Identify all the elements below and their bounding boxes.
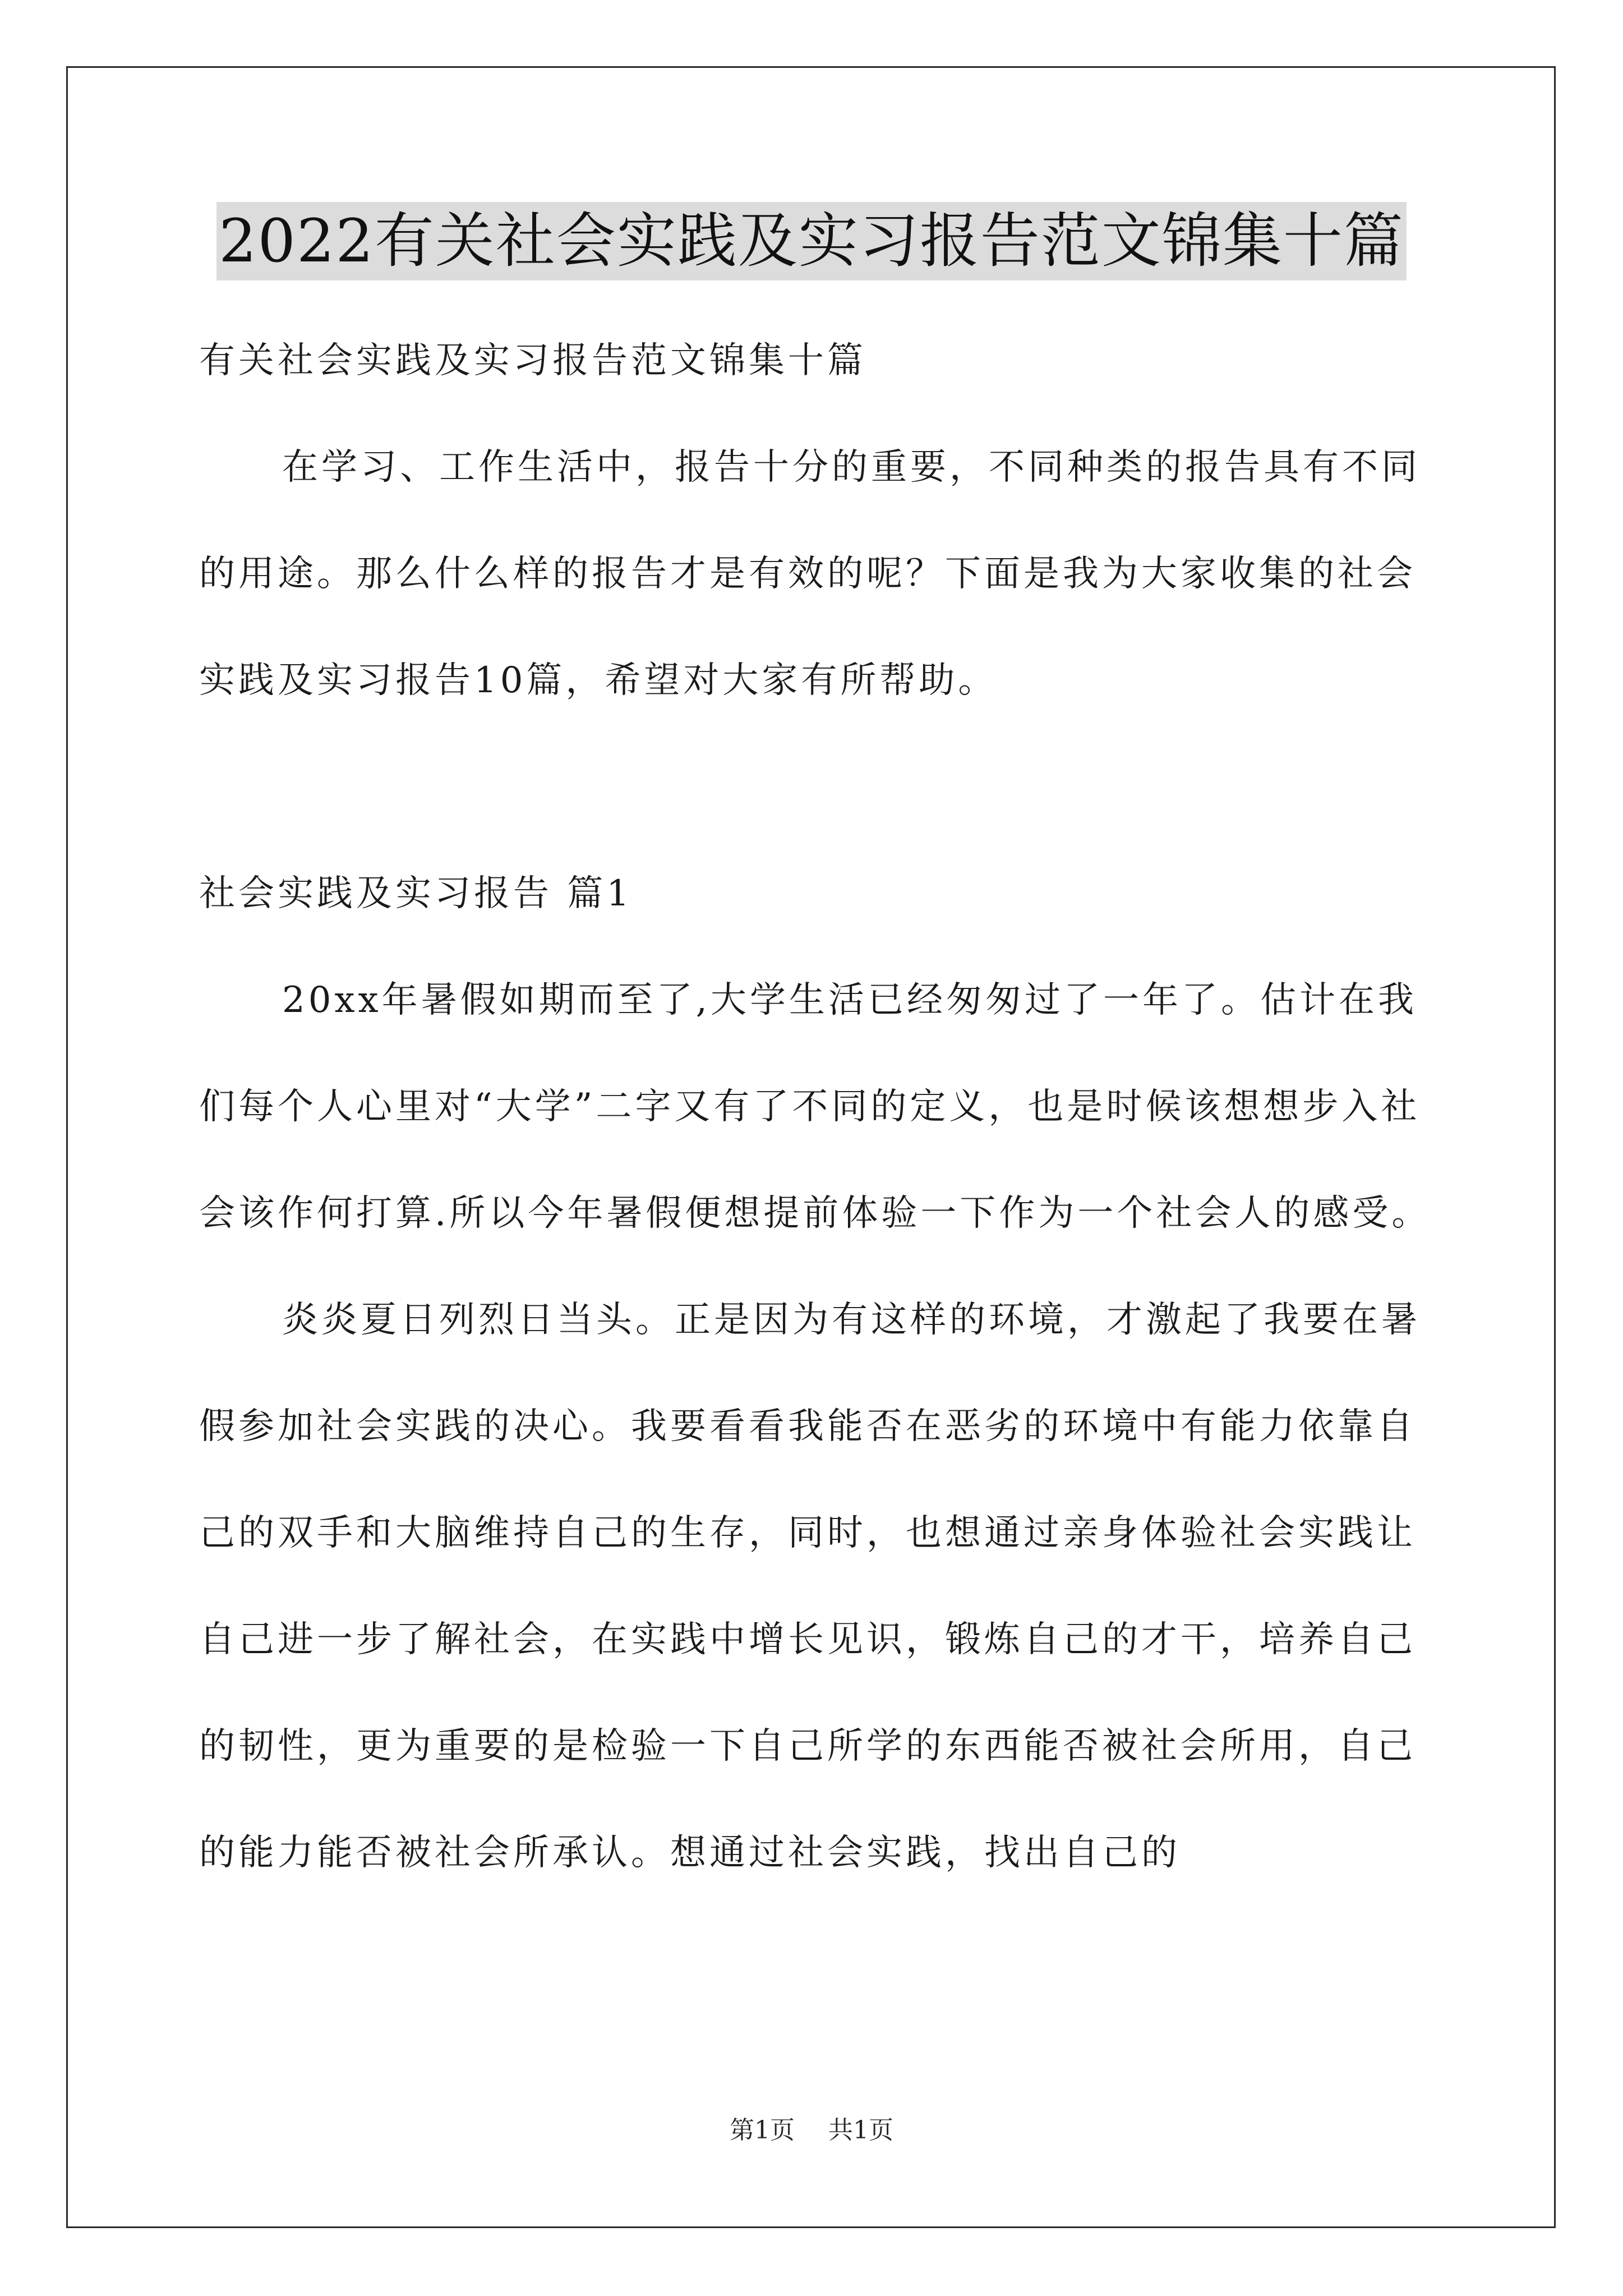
body-paragraph: 炎炎夏日列烈日当头。正是因为有这样的环境，才激起了我要在暑假参加社会实践的决心。我要看看我能否在恶劣的环境中有能力依靠自己的双手和大脑维持自己的生存，同时，也想通过亲身体验社会实践让自己进一步了解社会，在实践中增长见识，锻炼自己的才干，培养自己的韧性，更为重要的是检验一下自己所学的东西能否被社会所用，自己的能力能否被社会所承认。想通过社会实践，找出自己的 [199, 1299, 1421, 1874]
document-subtitle: 有关社会实践及实习报告范文锦集十篇 [199, 340, 866, 381]
section-heading: 社会实践及实习报告 篇1 [199, 873, 633, 914]
title-container [0, 202, 1623, 280]
page-number: 第1页 [730, 2116, 795, 2145]
intro-paragraph: 在学习、工作生活中，报告十分的重要，不同种类的报告具有不同的用途。那么什么样的报告才是有效的呢？下面是我为大家收集的社会实践及实习报告10篇，希望对大家有所帮助。 [199, 447, 1421, 701]
document-title: 2022有关社会实践及实习报告范文锦集十篇 [216, 202, 1407, 280]
section-spacer [199, 734, 1433, 840]
page-footer [0, 2114, 1623, 2147]
body-paragraph: 20xx年暑假如期而至了,大学生活已经匆匆过了一年了。估计在我们每个人心里对“大学”二字又有了不同的定义，也是时候该想想步入社会该作何打算.所以今年暑假便想提前体验一下作为一个社会人的感受。 [199, 979, 1431, 1234]
document-body [199, 307, 1433, 1906]
page-total: 共1页 [828, 2116, 893, 2145]
